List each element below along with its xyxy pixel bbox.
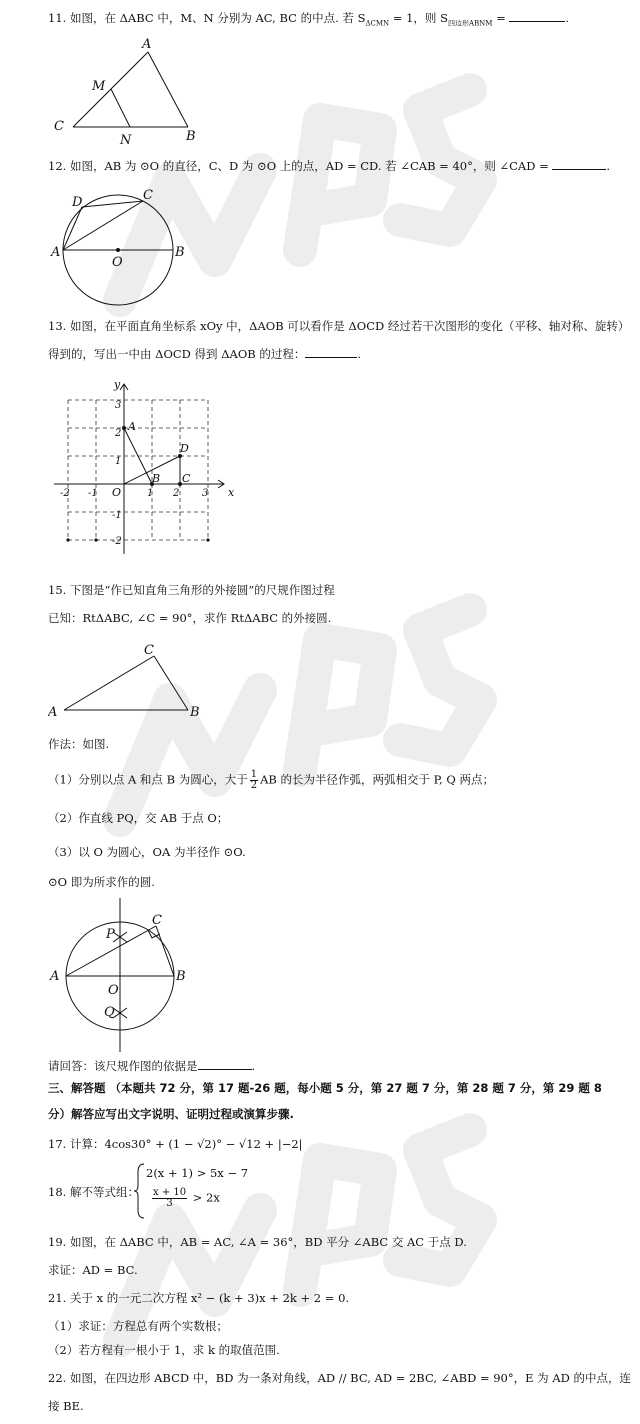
q11-label-n: N — [120, 133, 132, 148]
q13-origin: O — [112, 486, 122, 499]
q17-text: 17. 计算：4cos30° + (1 − √2)° − √12 + |−2| — [48, 1137, 303, 1151]
q15-answer-blank[interactable] — [198, 1059, 252, 1070]
q13-text-line2: 得到的，写出一中由 ΔOCD 得到 ΔAOB 的过程： . — [48, 347, 362, 361]
q15-answer-prompt: 请回答：该尺规作图的依据是 . — [48, 1059, 256, 1073]
q12-circle-figure — [48, 182, 198, 308]
q13-axis-x: x — [228, 486, 235, 499]
q21-part1: （1）求证：方程总有两个实数根； — [48, 1319, 228, 1333]
q15-con-label-q: Q — [104, 1005, 115, 1020]
q18-prefix: 18. 解不等式组： — [48, 1185, 139, 1199]
section3-title-line2: 分）解答应写出文字说明、证明过程或演算步骤. — [48, 1107, 294, 1121]
q19-text: 19. 如图，在 ΔABC 中，AB = AC, ∠A = 36°，BD 平分 ∠ABC 交 AC 于点 D. — [48, 1235, 467, 1249]
q13-point-b: B — [152, 472, 161, 485]
q13-tick-y-1: 1 — [115, 456, 122, 467]
q15-step2: （2）作直线 PQ，交 AB 于点 O； — [48, 811, 229, 825]
q18-brace — [134, 1162, 146, 1220]
q15-half-fraction: $\frac{1}{2}$ — [250, 769, 258, 791]
q15-con-label-c: C — [152, 913, 162, 928]
q12-label-o: O — [112, 255, 123, 270]
q13-point-a: A — [128, 420, 136, 433]
q13-tick-y-neg1: -1 — [112, 510, 122, 521]
q13-coordinate-grid — [48, 378, 248, 562]
q15-label-b: B — [190, 705, 200, 720]
q12-label-d: D — [72, 195, 83, 210]
q13-tick-x-1: 1 — [147, 488, 154, 499]
q18-inequality-1: 2(x + 1) > 5x − 7 — [146, 1166, 249, 1180]
q13-tick-y-2: 2 — [115, 428, 122, 439]
q12-answer-blank[interactable] — [552, 159, 606, 170]
q15-con-label-o: O — [108, 983, 119, 998]
q22-text: 22. 如图，在四边形 ABCD 中，BD 为一条对角线，AD // BC, AD = 2BC, ∠ABD = 90°，E 为 AD 的中点，连 — [48, 1371, 631, 1385]
q19-prove: 求证：AD = BC. — [48, 1263, 138, 1277]
q13-tick-x-neg1: -1 — [88, 488, 98, 499]
q12-label-b: B — [175, 245, 185, 260]
q12-text: 12. 如图，AB 为 ⊙O 的直径，C、D 为 ⊙O 上的点，AD = CD. 若 ∠CAB = 40°，则 ∠CAD = . — [48, 159, 611, 173]
q22-text2: 接 BE. — [48, 1399, 84, 1413]
q11-answer-blank[interactable] — [509, 11, 565, 22]
q21-text: 21. 关于 x 的一元二次方程 x² − (k + 3)x + 2k + 2 = 0. — [48, 1291, 350, 1305]
q13-tick-y-3: 3 — [115, 400, 122, 411]
q15-con-label-b: B — [176, 969, 186, 984]
q15-construction-figure — [48, 896, 208, 1056]
q15-con-label-a: A — [50, 969, 60, 984]
q18-inequality-2: $\frac{x + 10}{3}$ > 2x — [153, 1187, 220, 1209]
q15-method: 作法：如图. — [48, 737, 110, 751]
q18-fraction: $\frac{x + 10}{3}$ — [153, 1187, 187, 1209]
q11-label-b: B — [186, 129, 196, 144]
q15-step3: （3）以 O 为圆心，OA 为半径作 ⊙O. — [48, 845, 246, 859]
q12-label-a: A — [51, 245, 61, 260]
section3-title-line1: 三、解答题 （本题共 72 分，第 17 题-26 题，每小题 5 分，第 27 题 7 分，第 28 题 7 分，第 29 题 8 — [48, 1081, 602, 1095]
q15-text-line2: 已知：RtΔABC, ∠C = 90°，求作 RtΔABC 的外接圆. — [48, 611, 332, 625]
q15-label-a: A — [48, 705, 58, 720]
q11-label-m: M — [92, 79, 106, 94]
q13-tick-x-2: 2 — [173, 488, 180, 499]
q11-label-c: C — [54, 119, 64, 134]
q13-text-line1: 13. 如图，在平面直角坐标系 xOy 中，ΔAOB 可以看作是 ΔOCD 经过若干次图形的变化（平移、轴对称、旋转） — [48, 319, 630, 333]
q13-tick-x-neg2: -2 — [60, 488, 70, 499]
q21-part2: （2）若方程有一根小于 1，求 k 的取值范围. — [48, 1343, 280, 1357]
q13-tick-y-neg2: -2 — [112, 536, 122, 547]
q15-label-c: C — [144, 643, 154, 658]
q12-label-c: C — [143, 188, 153, 203]
q13-axis-y: y — [114, 378, 121, 391]
q13-point-c: C — [182, 472, 191, 485]
q11-triangle-figure — [48, 36, 208, 148]
q13-tick-x-3: 3 — [202, 488, 209, 499]
q11-label-a: A — [142, 37, 152, 52]
q11-text: 11. 如图，在 ΔABC 中，M、N 分别为 AC, BC 的中点. 若 $S_{\Delta CMN} = 1$，则 $S_{四边形ABNM}$ = . — [48, 11, 570, 28]
q15-step1: （1）分别以点 A 和点 B 为圆心，大于 $\frac{1}{2}$ AB 的长为半径作弧，两弧相交于 P, Q 两点； — [48, 769, 494, 791]
q15-conclusion: ⊙O 即为所求作的圆. — [48, 875, 155, 889]
q13-answer-blank[interactable] — [305, 347, 357, 358]
q15-text-line1: 15. 下图是“作已知直角三角形的外接圆”的尺规作图过程 — [48, 583, 335, 597]
q15-con-label-p: P — [106, 927, 115, 942]
q15-right-triangle-figure — [48, 640, 208, 724]
q13-point-d: D — [180, 442, 189, 455]
